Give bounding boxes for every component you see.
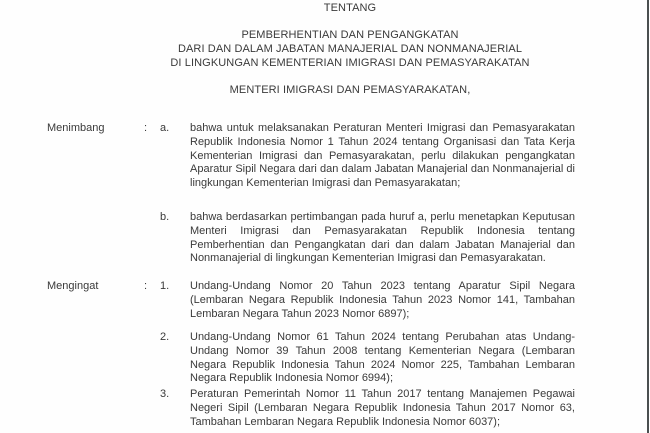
menimbang-colon: : [144,122,148,134]
item-text: Peraturan Pemerintah Nomor 11 Tahun 2017 tentang Manajemen Pegawai Negeri Sipil (Lembaran Negara Republik Indonesia Tahun 2017 Nomor 63, Tambahan Lembaran Negara Republik Indonesia Nomor 6037); [190,388,575,428]
item-marker: 2. [160,331,170,343]
item-marker: b. [160,211,170,223]
item-text: bahwa untuk melaksanakan Peraturan Menteri Imigrasi dan Pemasyarakatan Republik Indonesia Nomor 1 Tahun 2024 tentang Organisasi dan Tata Kerja Kementerian Imigrasi dan Pemasyarakatan, perlu dilakukan pengangkatan Aparatur Sipil Negara dari dan dalam Jabatan Manajerial dan Nonmanajerial di lingkungan Kementerian Imigrasi dan Pemasyarakatan; [190,122,575,190]
mengingat-label: Mengingat [47,280,99,292]
item-text: Undang-Undang Nomor 20 Tahun 2023 tentang Aparatur Sipil Negara (Lembaran Negara Republik Indonesia Tahun 2023 Nomor 141, Tambahan Lembaran Negara Tahun 2023 Nomor 6897); [190,280,575,320]
heading-tentang: TENTANG [323,2,377,14]
item-text: Undang-Undang Nomor 61 Tahun 2024 tentang Perubahan atas Undang-Undang Nomor 39 Tahun 2008 tentang Kementerian Negara (Lembaran Negara Republik Indonesia Tahun 2024 Nomor 225, Tambahan Lembaran Negara Republik Indonesia Nomor 6994); [190,331,575,385]
issuer-line: MENTERI IMIGRASI DAN PEMASYARAKATAN, [229,84,471,96]
menimbang-label: Menimbang [47,122,105,134]
page-edge-divider [647,0,649,433]
item-marker: a. [160,122,170,134]
title-line-3: DI LINGKUNGAN KEMENTERIAN IMIGRASI DAN PEMASYARAKATAN [170,57,530,69]
title-line-2: DARI DAN DALAM JABATAN MANAJERIAL DAN NONMANAJERIAL [177,43,523,55]
item-marker: 3. [160,388,170,400]
item-text: bahwa berdasarkan pertimbangan pada huruf a, perlu menetapkan Keputusan Menteri Imigrasi dan Pemasyarakatan Republik Indonesia tentang Pemberhentian dan Pengangkatan dari dan dalam Jabatan Manajerial dan Nonmanajerial di lingkungan Kementerian Imigrasi dan Pemasyarakatan. [190,211,575,265]
item-marker: 1. [160,280,170,292]
mengingat-colon: : [144,280,148,292]
title-line-1: PEMBERHENTIAN DAN PENGANGKATAN [241,29,459,41]
